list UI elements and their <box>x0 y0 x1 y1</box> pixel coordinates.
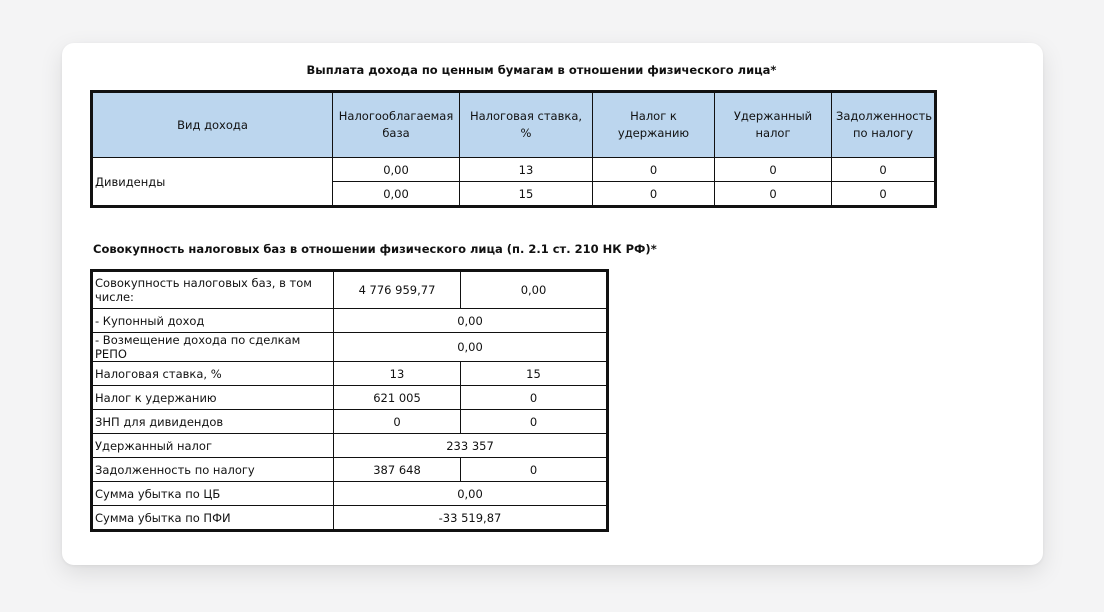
cell-value-b: 15 <box>461 362 608 386</box>
table-row-withheld-tax <box>92 434 608 458</box>
row-label: Сумма убытка по ЦБ <box>92 482 334 506</box>
table-row-tax-to-withhold <box>92 386 608 410</box>
cell-tax-base: 0,00 <box>333 182 460 207</box>
cell-tax-rate: 15 <box>460 182 593 207</box>
cell-value: 0,00 <box>334 482 608 506</box>
header-withheld-tax: Удержанный налог <box>715 92 832 158</box>
cell-value-a: 387 648 <box>334 458 461 482</box>
cell-tax-debt: 0 <box>832 158 936 182</box>
header-tax-base: Налогооблагаемая база <box>333 92 460 158</box>
row-label: - Купонный доход <box>92 309 334 333</box>
cell-tax-debt: 0 <box>832 182 936 207</box>
cell-withheld-tax: 0 <box>715 182 832 207</box>
table-row-repo-income <box>92 333 608 362</box>
cell-value-b: 0,00 <box>461 271 608 309</box>
cell-value-a: 4 776 959,77 <box>334 271 461 309</box>
cell-value-a: 621 005 <box>334 386 461 410</box>
row-label: Удержанный налог <box>92 434 334 458</box>
table-row-tax-rate <box>92 362 608 386</box>
row-label: - Возмещение дохода по сделкам РЕПО <box>92 333 334 362</box>
cell-tax-base: 0,00 <box>333 158 460 182</box>
dividends-label: Дивиденды <box>92 158 333 207</box>
cell-value: 233 357 <box>334 434 608 458</box>
cell-tax-rate: 13 <box>460 158 593 182</box>
table-row-tax-debt <box>92 458 608 482</box>
row-label: Налоговая ставка, % <box>92 362 334 386</box>
cell-withheld-tax: 0 <box>715 158 832 182</box>
row-label: Сумма убытка по ПФИ <box>92 506 334 531</box>
row-label: Совокупность налоговых баз, в том числе: <box>92 271 334 309</box>
header-tax-to-withhold: Налог к удержанию <box>593 92 715 158</box>
row-label: ЗНП для дивидендов <box>92 410 334 434</box>
header-income-type: Вид дохода <box>92 92 333 158</box>
row-label: Налог к удержанию <box>92 386 334 410</box>
cell-value-b: 0 <box>461 410 608 434</box>
cell-value-a: 13 <box>334 362 461 386</box>
table-row <box>92 158 936 182</box>
cell-value: 0,00 <box>334 309 608 333</box>
row-label: Задолженность по налогу <box>92 458 334 482</box>
cell-value: 0,00 <box>334 333 608 362</box>
cell-value: -33 519,87 <box>334 506 608 531</box>
table-row-loss-securities <box>92 482 608 506</box>
cell-tax-to-withhold: 0 <box>593 182 715 207</box>
table-row-total-bases <box>92 271 608 309</box>
tax-bases-table-title: Совокупность налоговых баз в отношении физического лица (п. 2.1 ст. 210 НК РФ)* <box>93 242 657 256</box>
table-row-znp-dividends <box>92 410 608 434</box>
header-tax-rate: Налоговая ставка, % <box>460 92 593 158</box>
dividends-table <box>90 90 937 208</box>
cell-value-a: 0 <box>334 410 461 434</box>
header-tax-debt: Задолженность по налогу <box>832 92 936 158</box>
dividends-table-title: Выплата дохода по ценным бумагам в отношении физического лица* <box>306 63 777 77</box>
table-row-coupon-income <box>92 309 608 333</box>
cell-tax-to-withhold: 0 <box>593 158 715 182</box>
report-card <box>62 43 1043 565</box>
cell-value-b: 0 <box>461 386 608 410</box>
dividends-table-header-row <box>92 92 936 158</box>
cell-value-b: 0 <box>461 458 608 482</box>
tax-bases-table <box>90 269 609 532</box>
table-row-loss-derivatives <box>92 506 608 531</box>
